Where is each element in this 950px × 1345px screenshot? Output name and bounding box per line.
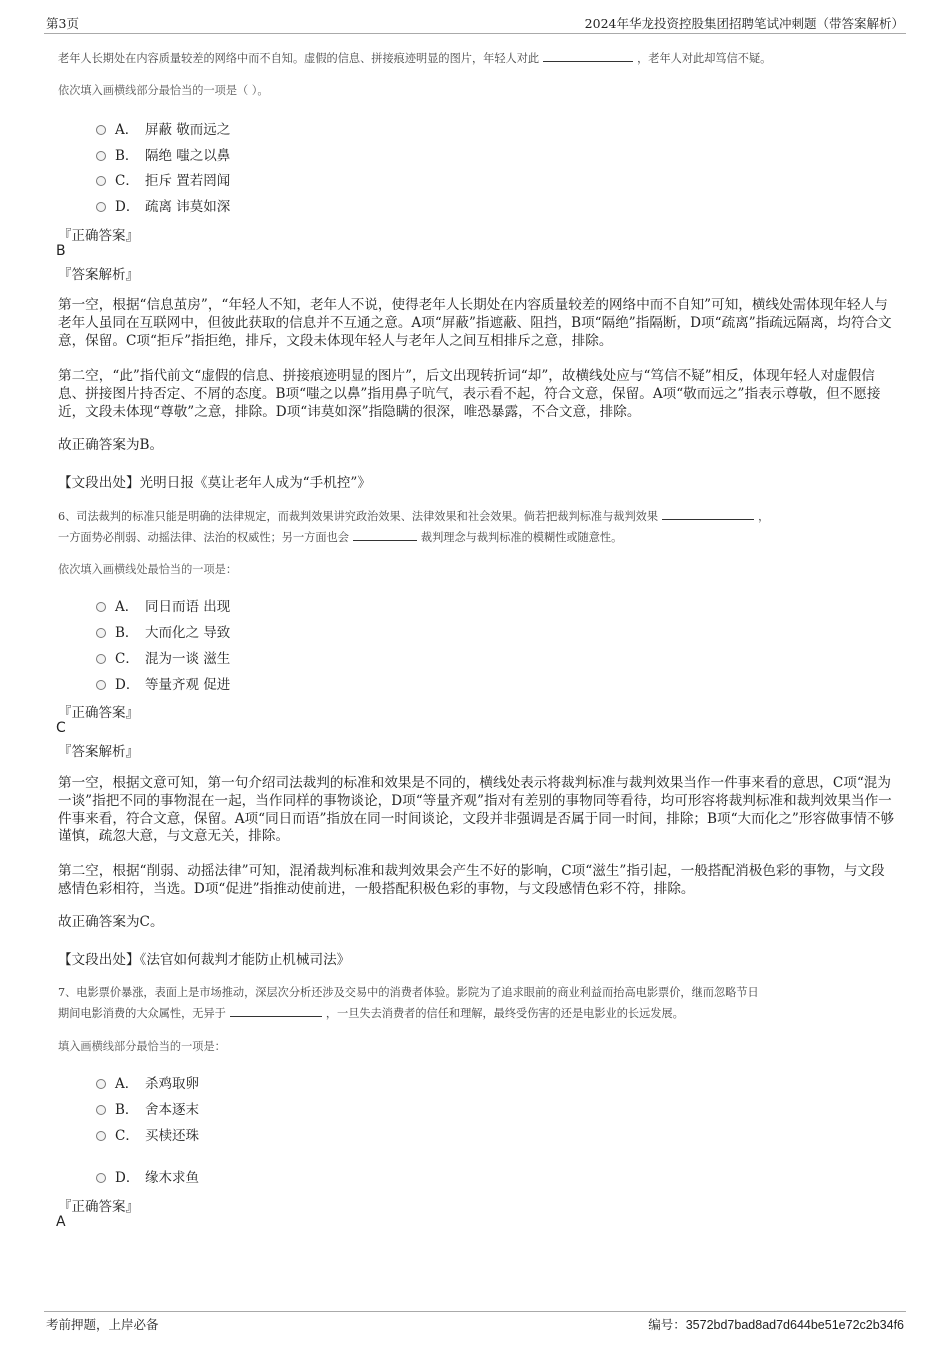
option-letter: B．: [115, 148, 139, 164]
option-b[interactable]: [96, 144, 230, 164]
option-text: 舍本逐末: [145, 1102, 199, 1118]
radio-button[interactable]: [96, 602, 106, 612]
radio-button[interactable]: [96, 1079, 106, 1089]
option-text: 同日而语 出现: [145, 599, 231, 615]
radio-button[interactable]: [96, 680, 106, 690]
question-5-stem: [58, 48, 771, 69]
option-text: 杀鸡取卵: [145, 1076, 199, 1092]
radio-button[interactable]: [96, 628, 106, 638]
page-number: 第3页: [46, 16, 79, 31]
option-text: 等量齐观 促进: [145, 677, 231, 693]
option-text: 混为一谈 滋生: [145, 651, 231, 667]
option-a[interactable]: [96, 1072, 199, 1092]
stem-text: 7、电影票价暴涨，表面上是市场推动，深层次分析还涉及交易中的消费者体验。影院为了追求眼前的商业利益而抬高电影票价，继而忽略节日: [58, 986, 759, 999]
option-text: 买椟还珠: [145, 1128, 199, 1144]
option-a[interactable]: [96, 595, 230, 615]
option-letter: C．: [115, 1128, 139, 1144]
option-c[interactable]: [96, 647, 230, 667]
option-letter: B．: [115, 625, 139, 641]
answer-label: 『正确答案』: [58, 1199, 139, 1215]
question-5-ask: 依次填入画横线部分最恰当的一项是（ ）。: [58, 84, 269, 97]
stem-text: ，老年人对此却笃信不疑。: [637, 52, 772, 65]
question-7-ask: 填入画横线部分最恰当的一项是：: [58, 1040, 226, 1053]
fill-blank: [230, 1005, 322, 1017]
option-letter: D．: [115, 677, 140, 693]
stem-text: ，: [758, 510, 770, 523]
option-text: 疏离 讳莫如深: [145, 199, 231, 215]
source-citation: 【文段出处】光明日报《莫让老年人成为“手机控”》: [58, 475, 371, 491]
document-code: [648, 1315, 904, 1333]
option-b[interactable]: [96, 621, 230, 641]
option-c[interactable]: [96, 169, 230, 189]
analysis-label: 『答案解析』: [58, 744, 139, 760]
option-letter: C．: [115, 651, 139, 667]
option-text: 屏蔽 敬而远之: [145, 122, 231, 138]
option-letter: A．: [115, 1076, 139, 1092]
answer-value: C: [56, 720, 66, 736]
document-title: 2024年华龙投资控股集团招聘笔试冲刺题（带答案解析）: [584, 16, 904, 31]
code-label: 编号：: [648, 1317, 686, 1332]
analysis-paragraph: 第二空，根据“削弱、动摇法律”可知，混淆裁判标准和裁判效果会产生不好的影响，C项“滋生”指引起，一般搭配消极色彩的事物，与文段感情色彩相符，当选。D项“促进”指推动使前进，一般搭配积极色彩的事物，与文段感情色彩不符，排除。: [58, 863, 885, 897]
option-a[interactable]: [96, 118, 230, 138]
option-d[interactable]: [96, 195, 230, 215]
source-citation: 【文段出处】《法官如何裁判才能防止机械司法》: [58, 952, 351, 968]
stem-text: 裁判理念与裁判标准的模糊性或随意性。: [420, 531, 623, 544]
answer-label: 『正确答案』: [58, 705, 139, 721]
code-value: 3572bd7bad8ad7d644be51e72c2b34f6: [685, 1318, 904, 1332]
stem-text: 期间电影消费的大众属性，无异于: [58, 1007, 226, 1020]
radio-button[interactable]: [96, 125, 106, 135]
analysis-conclusion: 故正确答案为B。: [58, 437, 164, 453]
analysis-paragraph: 第一空，根据文意可知，第一句介绍司法裁判的标准和效果是不同的，横线处表示将裁判标准与裁判效果当作一件事来看的意思，C项“混为一谈”指把不同的事物混在一起，当作同样的事物谈论，D项“等量齐观”指对有差别的事物同等看待，均可形容将裁判标准和裁判效果当作一件事来看，符合文意，保留。A项“同日而语”指放在同一时间谈论，文段并非强调是否属于同一时间，排除；B项“大而化之”形容做事情不够谨慎，疏忽大意，与文意无关，排除。: [58, 775, 895, 845]
option-letter: C．: [115, 173, 139, 189]
radio-button[interactable]: [96, 1105, 106, 1115]
radio-button[interactable]: [96, 202, 106, 212]
question-7-stem: [58, 982, 898, 1024]
option-letter: D．: [115, 1170, 140, 1186]
stem-text: ，一旦失去消费者的信任和理解，最终受伤害的还是电影业的长远发展。: [325, 1007, 684, 1020]
answer-value: A: [56, 1214, 66, 1230]
fill-blank: [543, 50, 633, 62]
option-letter: B．: [115, 1102, 139, 1118]
radio-button[interactable]: [96, 151, 106, 161]
option-text: 缘木求鱼: [145, 1170, 199, 1186]
option-text: 隔绝 嗤之以鼻: [145, 148, 231, 164]
radio-button[interactable]: [96, 176, 106, 186]
stem-text: 一方面势必削弱、动摇法律、法治的权威性；另一方面也会: [58, 531, 349, 544]
question-6-stem: [58, 506, 898, 548]
option-d[interactable]: [96, 673, 230, 693]
option-letter: A．: [115, 122, 139, 138]
fill-blank: [353, 529, 417, 541]
answer-value: B: [56, 243, 66, 259]
fill-blank: [662, 508, 754, 520]
analysis-paragraph: 第二空，“此”指代前文“虚假的信息、拼接痕迹明显的图片”，后文出现转折词“却”，故横线处应与“笃信不疑”相反，体现年轻人对虚假信息、拼接图片持否定、不屑的态度。B项“嗤之以鼻”指用鼻子吭气，表示看不起，符合文意，保留。A项“敬而远之”指表示尊敬，但不愿接近，文段未体现“尊敬”之意，排除。D项“讳莫如深”指隐瞒的很深，唯恐暴露，不合文意，排除。: [58, 368, 881, 420]
radio-button[interactable]: [96, 654, 106, 664]
option-text: 大而化之 导致: [145, 625, 231, 641]
option-c[interactable]: [96, 1124, 199, 1144]
radio-button[interactable]: [96, 1131, 106, 1141]
option-d[interactable]: [96, 1166, 199, 1186]
analysis-label: 『答案解析』: [58, 267, 139, 283]
option-text: 拒斥 置若罔闻: [145, 173, 231, 189]
question-6-ask: 依次填入画横线处最恰当的一项是：: [58, 563, 238, 576]
analysis-conclusion: 故正确答案为C。: [58, 914, 164, 930]
option-letter: D．: [115, 199, 140, 215]
option-letter: A．: [115, 599, 139, 615]
footer-slogan: 考前押题，上岸必备: [46, 1317, 159, 1332]
footer-divider: [44, 1311, 906, 1312]
header-divider: [44, 33, 906, 34]
stem-text: 老年人长期处在内容质量较差的网络中而不自知。虚假的信息、拼接痕迹明显的图片，年轻人对此: [58, 52, 540, 65]
option-b[interactable]: [96, 1098, 199, 1118]
answer-label: 『正确答案』: [58, 228, 139, 244]
stem-text: 6、司法裁判的标准只能是明确的法律规定，而裁判效果讲究政治效果、法律效果和社会效果。倘若把裁判标准与裁判效果: [58, 510, 659, 523]
radio-button[interactable]: [96, 1173, 106, 1183]
analysis-paragraph: 第一空，根据“信息茧房”，“年轻人不知，老年人不说，使得老年人长期处在内容质量较差的网络中而不自知”可知，横线处需体现年轻人与老年人虽同在互联网中，但彼此获取的信息并不互通之意。A项“屏蔽”指遮蔽、阻挡，B项“隔绝”指隔断，D项“疏离”指疏远隔离，均符合文意，保留。C项“拒斥”指拒绝，排斥，文段未体现年轻人与老年人之间互相排斥之意，排除。: [58, 297, 892, 349]
